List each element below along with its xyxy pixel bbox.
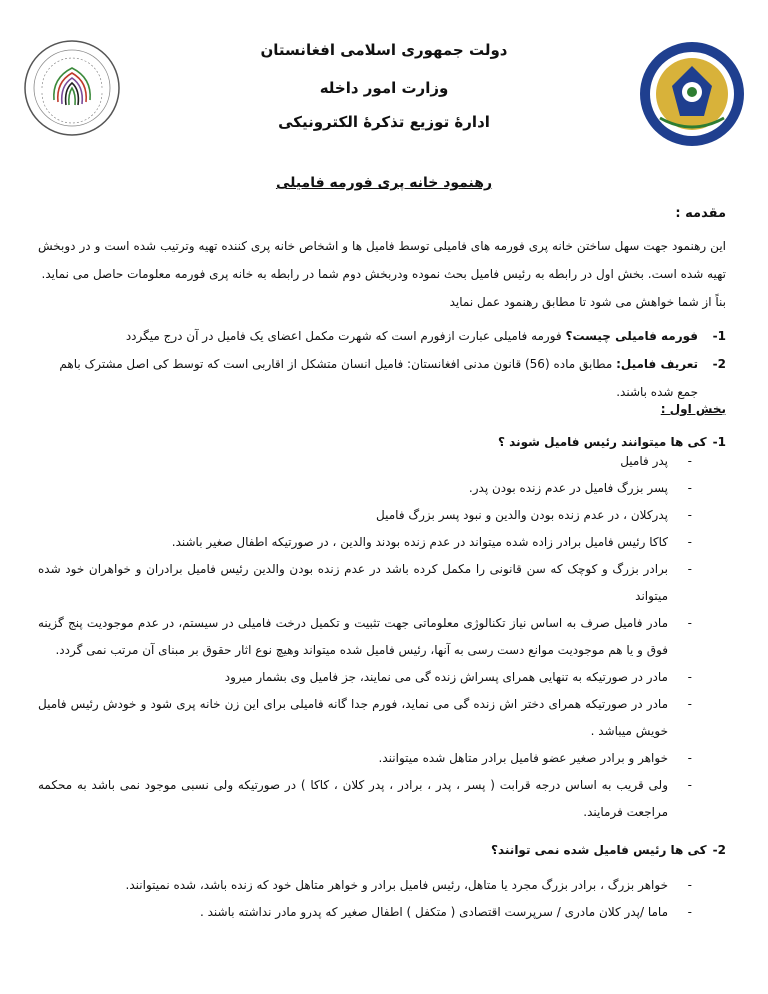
header-ministry: وزارت امور داخله — [319, 79, 449, 97]
list-item: - مادر فامیل صرف به اساس نیاز تکنالوژی معلوماتی جهت تثبیت و تکمیل درخت فامیلی در سیستم، در عدم موجودیت پنج گزینه فوق و یا هم موجودیت موانع دست رسی به آنها، رئیس فامیل شده میتواند وهیچ نوع اثار حقوق بر مبنای آن مرتب نمی گردد. — [38, 610, 726, 664]
bullet: - — [687, 670, 692, 684]
section-heading: بخش اول : — [660, 402, 726, 416]
list-item: - مادر در صورتیکه به تنهایی همرای پسراش زنده گی می نمایند، جز فامیل وی بشمار میرود — [38, 664, 726, 691]
fingerprint-seal-icon — [22, 38, 122, 138]
question-text: کی ها رئیس فامیل شده نمی توانند؟ — [491, 843, 707, 857]
definition-item — [38, 322, 726, 350]
list-item: - خواهر و برادر صغیر عضو فامیل برادر متاهل شده میتوانند. — [38, 745, 726, 772]
bullet: - — [687, 697, 692, 711]
question-number: 1- — [712, 435, 726, 449]
document-title: رهنمود خانه پری فورمه فامیلی — [275, 175, 493, 191]
bullet: - — [687, 535, 692, 549]
question-heading — [38, 840, 726, 860]
header-country: دولت جمهوری اسلامی افغانستان — [260, 41, 508, 59]
header-department: ادارهٔ توزیع تذکرهٔ الکترونیکی — [278, 113, 490, 131]
intro-note: بناً از شما خواهش می شود تا مطابق رهنمود عمل نماید — [449, 295, 726, 309]
list-item: - برادر بزرگ و کوچک که سن قانونی را مکمل کرده باشد در عدم زنده بودن والدین رئیس فامیل برادران و خواهران خود شده میتواند — [38, 556, 726, 610]
question-number: 2- — [712, 843, 726, 857]
list-item: - مادر در صورتیکه همرای دختر اش زنده گی می نماید، فورم جدا گانه فامیلی برای این زن خانه پری شود و خودش رئیس فامیل خویش میباشد . — [38, 691, 726, 745]
definition-number: 1- — [712, 329, 726, 343]
bullet: - — [687, 454, 692, 468]
bullet: - — [687, 616, 692, 630]
bullet: - — [687, 751, 692, 765]
list-item: - ماما /پدر کلان مادری / سرپرست اقتصادی ( متکفل ) اطفال صغیر که پدرو مادر نداشته باشند . — [38, 899, 726, 926]
definition-text: مطابق ماده (56) قانون مدنی افغانستان: فامیل انسان متشکل از اقاربی است که توسط کی اصل مشترک باهم جمع شده باشند. — [59, 357, 698, 399]
bullet: - — [687, 562, 692, 576]
bullet: - — [687, 778, 692, 792]
not-head-of-family-list — [38, 872, 726, 926]
definition-label: فورمه فامیلی چیست؟ — [565, 329, 698, 343]
definition-label: تعریف فامیل: — [616, 357, 698, 371]
bullet: - — [687, 508, 692, 522]
bullet: - — [687, 481, 692, 495]
definition-item — [38, 350, 726, 406]
list-item: - پدر فامیل — [38, 448, 726, 475]
intro-heading: مقدمه : — [675, 206, 726, 221]
interior-ministry-emblem-icon — [636, 38, 748, 150]
head-of-family-list — [38, 448, 726, 826]
list-item: - خواهر بزرگ ، برادر بزرگ مجرد یا متاهل، رئیس فامیل برادر و خواهر متاهل خود که زنده باشد، شده نمیتوانند. — [38, 872, 726, 899]
list-item: - ولی قریب به اساس درجه قرابت ( پسر ، پدر ، برادر ، پدر کلان ، کاکا ) در صورتیکه ولی نسبی موجود نمی باشد به محکمه مراجعت فرمایند. — [38, 772, 726, 826]
list-item: - پدرکلان ، در عدم زنده بودن والدین و نبود پسر بزرگ فامیل — [38, 502, 726, 529]
intro-paragraph: این رهنمود جهت سهل ساختن خانه پری فورمه های فامیلی توسط فامیل ها و اشخاص خانه پری کننده تهیه وترتیب شده است و در دوبخش تهیه شده است. بخش اول در رابطه به رئیس فامیل بحث نموده ودربخش دوم شما در رابطه به خانه پری فورمه معلومات حاصل می نماید. — [38, 239, 726, 281]
bullet: - — [687, 878, 692, 892]
list-item: - کاکا رئیس فامیل برادر زاده شده میتواند در عدم زنده بودند والدین ، در صورتیکه اطفال صغیر باشند. — [38, 529, 726, 556]
definition-number: 2- — [712, 357, 726, 371]
bullet: - — [687, 905, 692, 919]
question-text: کی ها میتوانند رئیس فامیل شوند ؟ — [498, 435, 707, 449]
definition-text: فورمه فامیلی عبارت ازفورم است که شهرت مکمل اعضای یک فامیل در آن درج میگردد — [125, 329, 566, 343]
list-item: - پسر بزرگ فامیل در عدم زنده بودن پدر. — [38, 475, 726, 502]
definitions-list — [38, 322, 726, 406]
